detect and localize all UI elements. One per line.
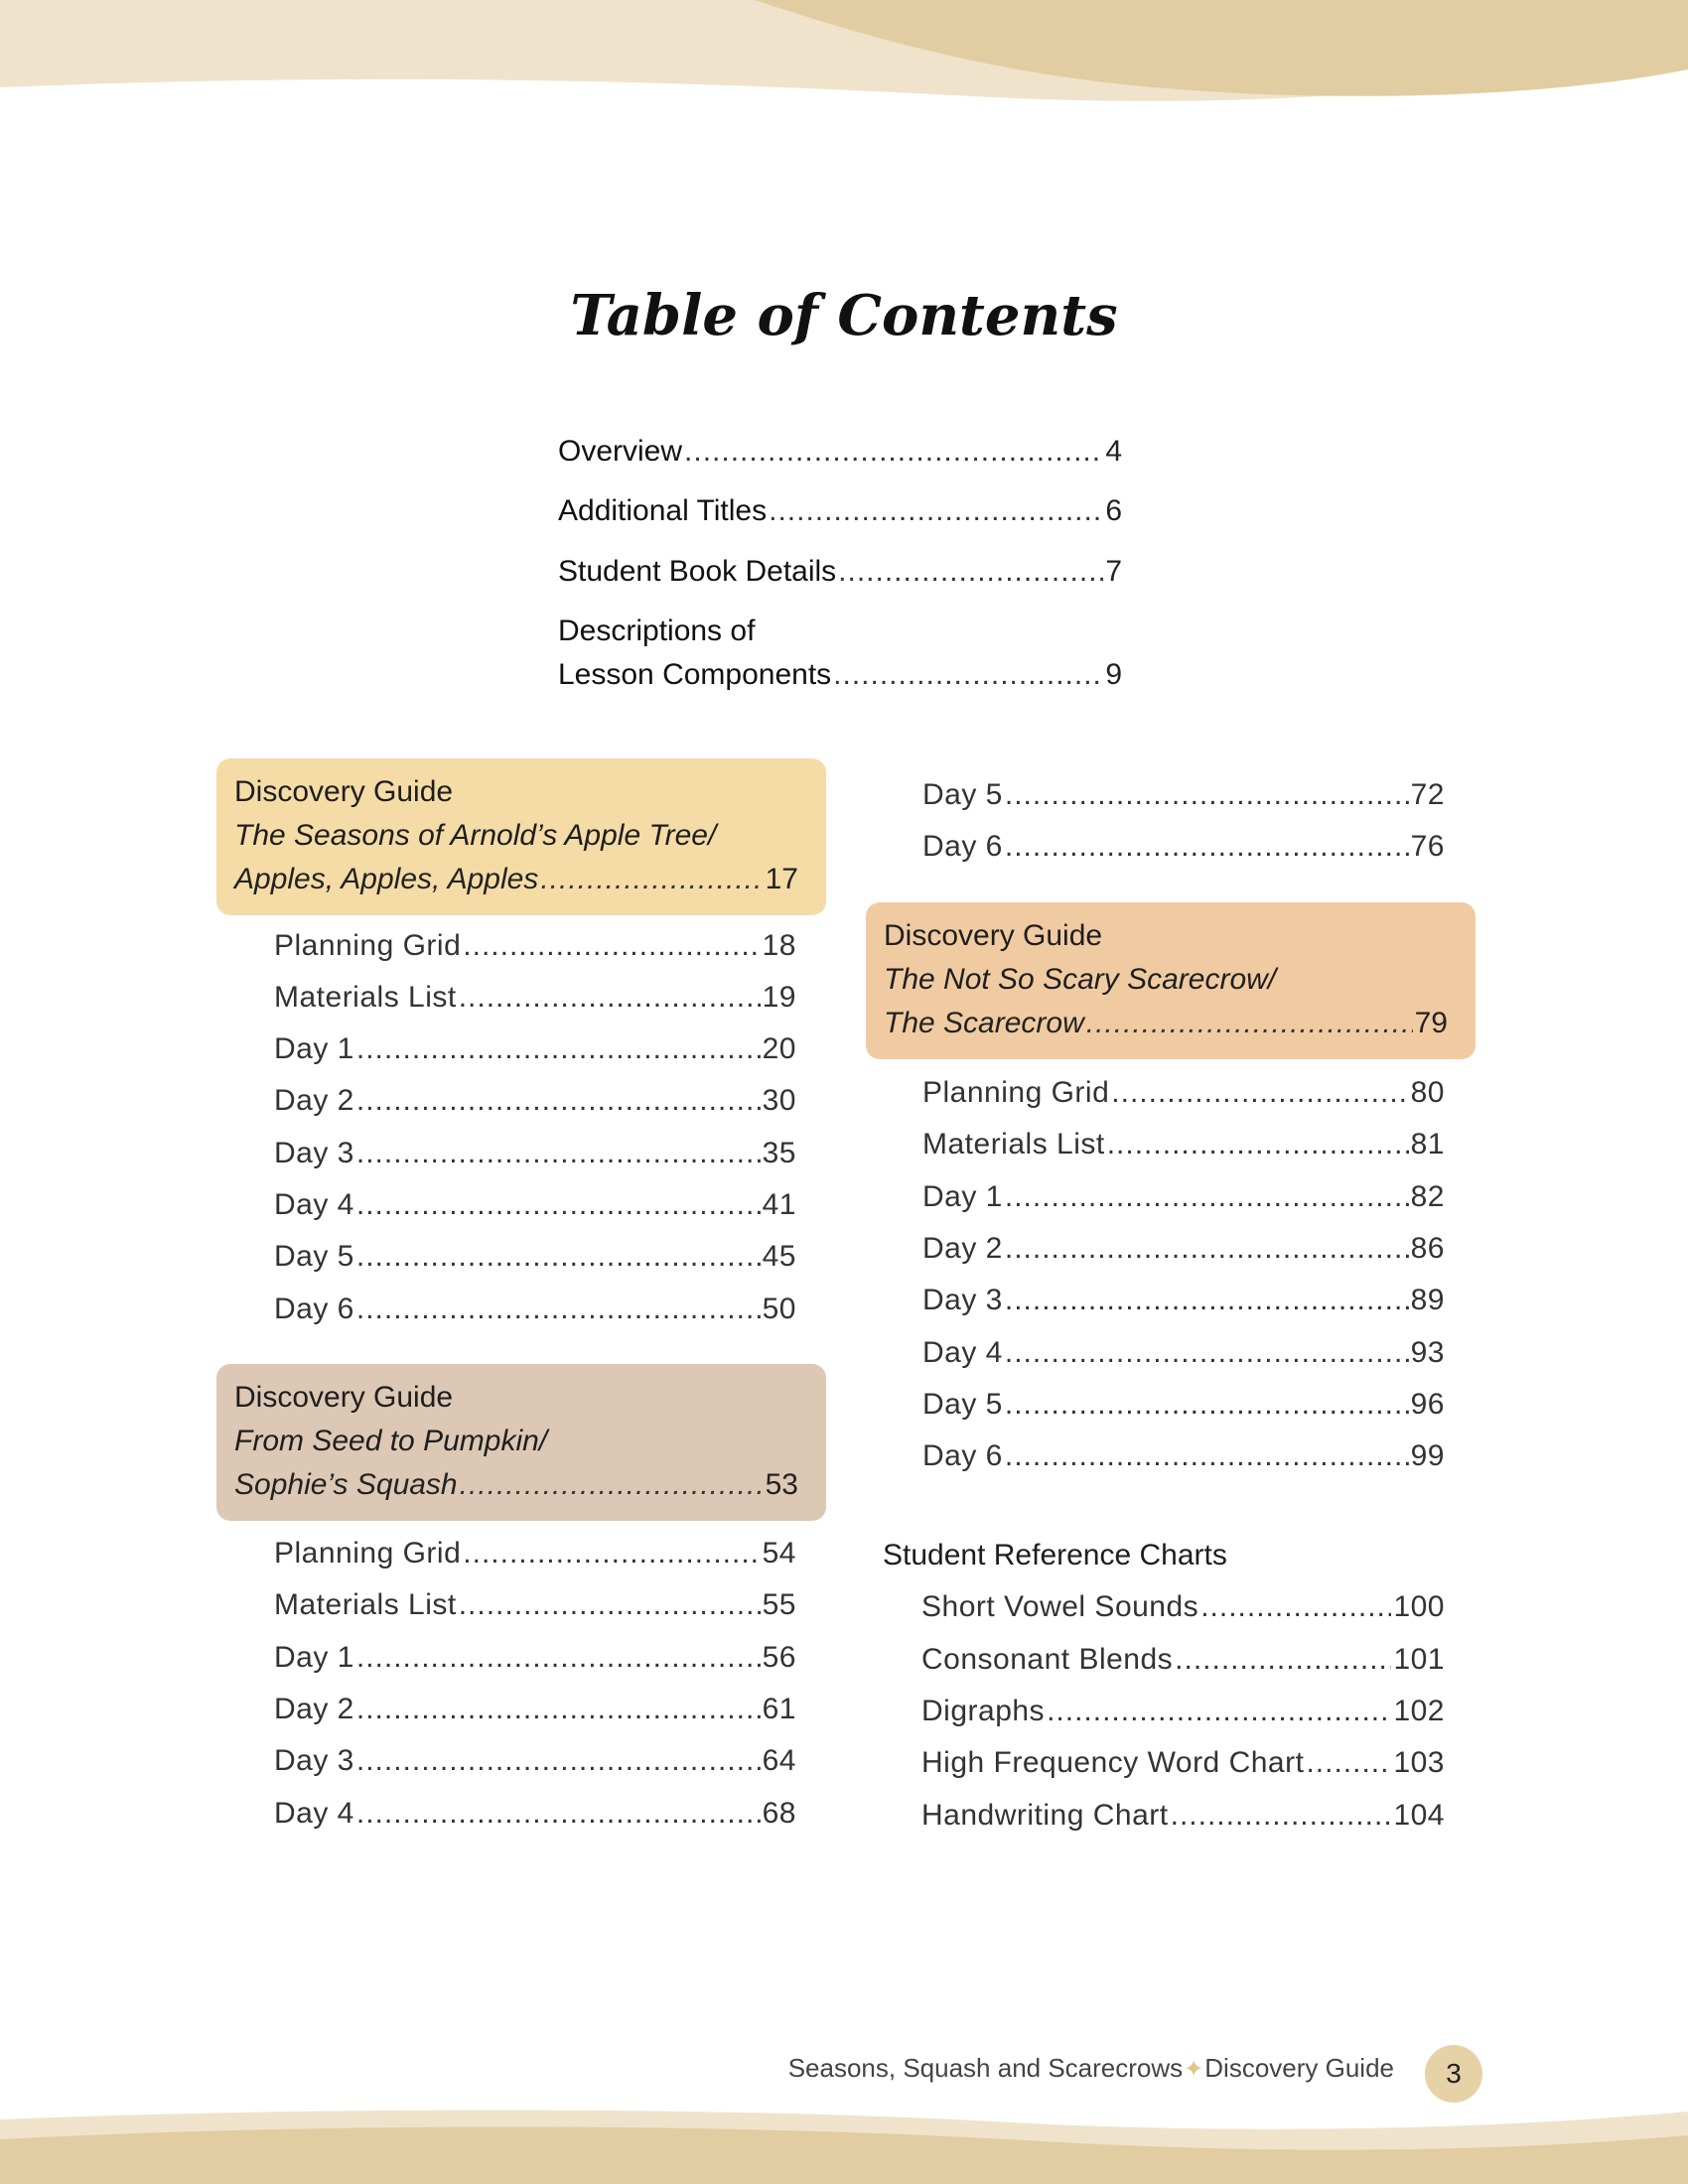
dot-leader <box>1111 1071 1408 1115</box>
entry-page: 89 <box>1410 1284 1445 1316</box>
toc-entry[interactable] <box>274 1583 796 1627</box>
guide-title-line1: The Seasons of Arnold’s Apple Tree/ <box>234 819 717 852</box>
page-number-badge: 3 <box>1425 2045 1482 2103</box>
toc-entry[interactable] <box>922 825 1445 869</box>
toc-entry[interactable] <box>922 1227 1445 1271</box>
entry-label: Day 5 <box>274 1240 354 1273</box>
dot-leader <box>356 1132 761 1175</box>
entry-page: 56 <box>762 1641 796 1674</box>
toc-entry[interactable] <box>921 1690 1445 1733</box>
dot-leader <box>1171 1794 1392 1838</box>
toc-entry[interactable] <box>274 1636 796 1680</box>
dot-leader <box>459 976 761 1020</box>
guide-title-line2: Apples, Apples, Apples <box>234 863 539 895</box>
dot-leader <box>1200 1585 1391 1629</box>
dot-leader <box>356 1636 761 1680</box>
toc-entry[interactable] <box>922 1071 1445 1115</box>
dot-leader <box>1005 1434 1409 1478</box>
entry-page: 72 <box>1410 778 1445 811</box>
running-footer <box>788 2053 1394 2084</box>
dot-leader <box>463 1532 760 1575</box>
entry-label: Planning Grid <box>274 929 462 962</box>
star-icon: ✦ <box>1184 2056 1204 2083</box>
entry-label: Day 4 <box>274 1797 354 1830</box>
guide-title-entry <box>234 1463 798 1507</box>
toc-entry-student-book-details[interactable] <box>558 550 1122 594</box>
dot-leader <box>356 1688 761 1731</box>
entry-page: 102 <box>1393 1695 1445 1727</box>
entry-label: Materials List <box>274 981 457 1014</box>
dot-leader <box>838 550 1103 594</box>
dot-leader <box>459 1583 761 1627</box>
entry-page: 61 <box>762 1693 796 1725</box>
toc-entry[interactable] <box>274 976 796 1020</box>
entry-page: 79 <box>1414 1007 1448 1039</box>
dot-leader <box>356 1079 761 1123</box>
entry-label: Day 5 <box>922 1388 1003 1421</box>
toc-entry[interactable] <box>274 1079 796 1123</box>
guide-header: Discovery Guide <box>234 775 454 808</box>
toc-entry[interactable] <box>274 1183 796 1227</box>
entry-label: Day 4 <box>922 1336 1003 1369</box>
entry-page: 100 <box>1393 1590 1445 1623</box>
entry-label: Descriptions of <box>558 614 756 647</box>
dot-leader <box>1005 1383 1409 1427</box>
entry-label: Materials List <box>922 1128 1105 1160</box>
entry-label: Day 1 <box>274 1641 354 1674</box>
entry-label: Day 3 <box>922 1284 1003 1316</box>
dot-leader <box>1175 1638 1391 1682</box>
dot-leader <box>356 1027 761 1071</box>
top-wave-decoration <box>0 0 1688 109</box>
page-title: Table of Contents <box>570 283 1118 348</box>
toc-entry[interactable] <box>274 1792 796 1836</box>
entry-label: Planning Grid <box>922 1076 1110 1109</box>
toc-entry[interactable] <box>274 1235 796 1279</box>
entry-page: 93 <box>1410 1336 1445 1369</box>
entry-page: 30 <box>762 1084 796 1117</box>
entry-page: 19 <box>762 981 796 1014</box>
dot-leader <box>356 1739 761 1783</box>
dot-leader <box>356 1792 761 1836</box>
footer-guide-label: Discovery Guide <box>1204 2053 1394 2083</box>
dot-leader <box>1005 825 1409 869</box>
entry-label: Day 6 <box>922 830 1003 863</box>
entry-label: Short Vowel Sounds <box>921 1590 1199 1623</box>
dot-leader <box>356 1288 761 1331</box>
toc-entry[interactable] <box>922 1434 1445 1478</box>
entry-page: 103 <box>1393 1746 1445 1779</box>
guide-header: Discovery Guide <box>234 1381 454 1414</box>
entry-label: High Frequency Word Chart <box>921 1746 1305 1779</box>
reference-charts-heading: Student Reference Charts <box>883 1539 1227 1571</box>
entry-page: 76 <box>1410 830 1445 863</box>
dot-leader <box>833 653 1103 697</box>
entry-page: 99 <box>1410 1439 1445 1472</box>
entry-label: Digraphs <box>921 1695 1046 1727</box>
entry-page: 55 <box>762 1588 796 1621</box>
entry-label: Day 2 <box>274 1084 354 1117</box>
dot-leader <box>1047 1690 1391 1733</box>
footer-series-title: Seasons, Squash and Scarecrows <box>787 2053 1184 2083</box>
entry-page: 20 <box>762 1032 796 1065</box>
toc-entry[interactable] <box>922 1123 1445 1166</box>
dot-leader <box>1005 1279 1409 1322</box>
toc-entry[interactable] <box>921 1585 1445 1629</box>
dot-leader <box>1086 1002 1413 1045</box>
guide-box-apples[interactable] <box>216 758 826 915</box>
guide-title-line2: The Scarecrow <box>884 1007 1084 1039</box>
guide-title-line1: From Seed to Pumpkin/ <box>234 1425 548 1457</box>
guide-title-entry <box>234 858 798 901</box>
toc-entry[interactable] <box>274 1688 796 1731</box>
entry-page: 54 <box>762 1537 796 1570</box>
dot-leader <box>463 924 760 968</box>
toc-entry[interactable] <box>921 1741 1445 1785</box>
dot-leader <box>769 489 1103 533</box>
dot-leader <box>540 858 763 901</box>
entry-label: Day 2 <box>922 1232 1003 1265</box>
entry-page: 101 <box>1393 1643 1445 1676</box>
entry-page: 6 <box>1105 494 1122 527</box>
entry-page: 80 <box>1410 1076 1445 1109</box>
toc-entry[interactable] <box>274 924 796 968</box>
toc-entry[interactable] <box>922 773 1445 817</box>
toc-entry[interactable] <box>274 1132 796 1175</box>
toc-entry-descriptions-line1 <box>558 610 1122 653</box>
entry-page: 82 <box>1410 1180 1445 1213</box>
entry-label: Day 4 <box>274 1188 354 1221</box>
guide-header: Discovery Guide <box>884 919 1103 952</box>
entry-label: Overview <box>558 435 683 468</box>
guide-title-line1: The Not So Scary Scarecrow/ <box>884 963 1277 996</box>
dot-leader <box>1005 1331 1409 1375</box>
dot-leader <box>460 1463 764 1507</box>
entry-page: 68 <box>762 1797 796 1830</box>
dot-leader <box>1306 1741 1391 1785</box>
entry-page: 9 <box>1105 658 1122 691</box>
toc-entry-additional-titles[interactable] <box>558 489 1122 533</box>
entry-label: Day 3 <box>274 1137 354 1169</box>
entry-label: Consonant Blends <box>921 1643 1174 1676</box>
entry-label: Planning Grid <box>274 1537 462 1570</box>
entry-label: Day 5 <box>922 778 1003 811</box>
toc-entry[interactable] <box>922 1331 1445 1375</box>
entry-label: Day 6 <box>922 1439 1003 1472</box>
bottom-wave-decoration <box>0 2100 1688 2184</box>
entry-label: Day 1 <box>922 1180 1003 1213</box>
guide-box-pumpkin[interactable] <box>216 1364 826 1521</box>
entry-page: 17 <box>765 863 798 895</box>
entry-label: Additional Titles <box>558 494 768 527</box>
dot-leader <box>1005 1175 1409 1219</box>
entry-label: Student Book Details <box>558 555 837 588</box>
entry-page: 81 <box>1410 1128 1445 1160</box>
toc-entry[interactable] <box>274 1027 796 1071</box>
guide-box-scarecrow[interactable] <box>866 902 1476 1059</box>
entry-page: 96 <box>1410 1388 1445 1421</box>
toc-entry[interactable] <box>922 1175 1445 1219</box>
dot-leader <box>356 1235 761 1279</box>
toc-entry[interactable] <box>274 1739 796 1783</box>
toc-entry[interactable] <box>922 1279 1445 1322</box>
entry-page: 64 <box>762 1744 796 1777</box>
toc-entry[interactable] <box>922 1383 1445 1427</box>
entry-label: Lesson Components <box>558 658 832 691</box>
entry-page: 50 <box>762 1293 796 1325</box>
entry-page: 7 <box>1105 555 1122 588</box>
entry-page: 41 <box>762 1188 796 1221</box>
dot-leader <box>1107 1123 1409 1166</box>
entry-label: Handwriting Chart <box>921 1799 1169 1832</box>
toc-entry-overview[interactable] <box>558 430 1122 474</box>
toc-entry[interactable] <box>921 1794 1445 1838</box>
entry-label: Day 6 <box>274 1293 354 1325</box>
entry-page: 104 <box>1393 1799 1445 1832</box>
toc-entry[interactable] <box>921 1638 1445 1682</box>
entry-page: 53 <box>765 1468 798 1501</box>
dot-leader <box>684 430 1103 474</box>
guide-title-line2: Sophie’s Squash <box>234 1468 458 1501</box>
entry-label: Materials List <box>274 1588 457 1621</box>
entry-label: Day 1 <box>274 1032 354 1065</box>
guide-title-entry <box>884 1002 1448 1045</box>
dot-leader <box>356 1183 761 1227</box>
dot-leader <box>1005 1227 1409 1271</box>
entry-label: Day 2 <box>274 1693 354 1725</box>
entry-page: 35 <box>762 1137 796 1169</box>
toc-entry[interactable] <box>274 1532 796 1575</box>
entry-page: 18 <box>762 929 796 962</box>
dot-leader <box>1005 773 1409 817</box>
entry-page: 45 <box>762 1240 796 1273</box>
entry-page: 4 <box>1105 435 1122 468</box>
toc-entry-lesson-components[interactable] <box>558 653 1122 697</box>
entry-page: 86 <box>1410 1232 1445 1265</box>
entry-label: Day 3 <box>274 1744 354 1777</box>
toc-entry[interactable] <box>274 1288 796 1331</box>
